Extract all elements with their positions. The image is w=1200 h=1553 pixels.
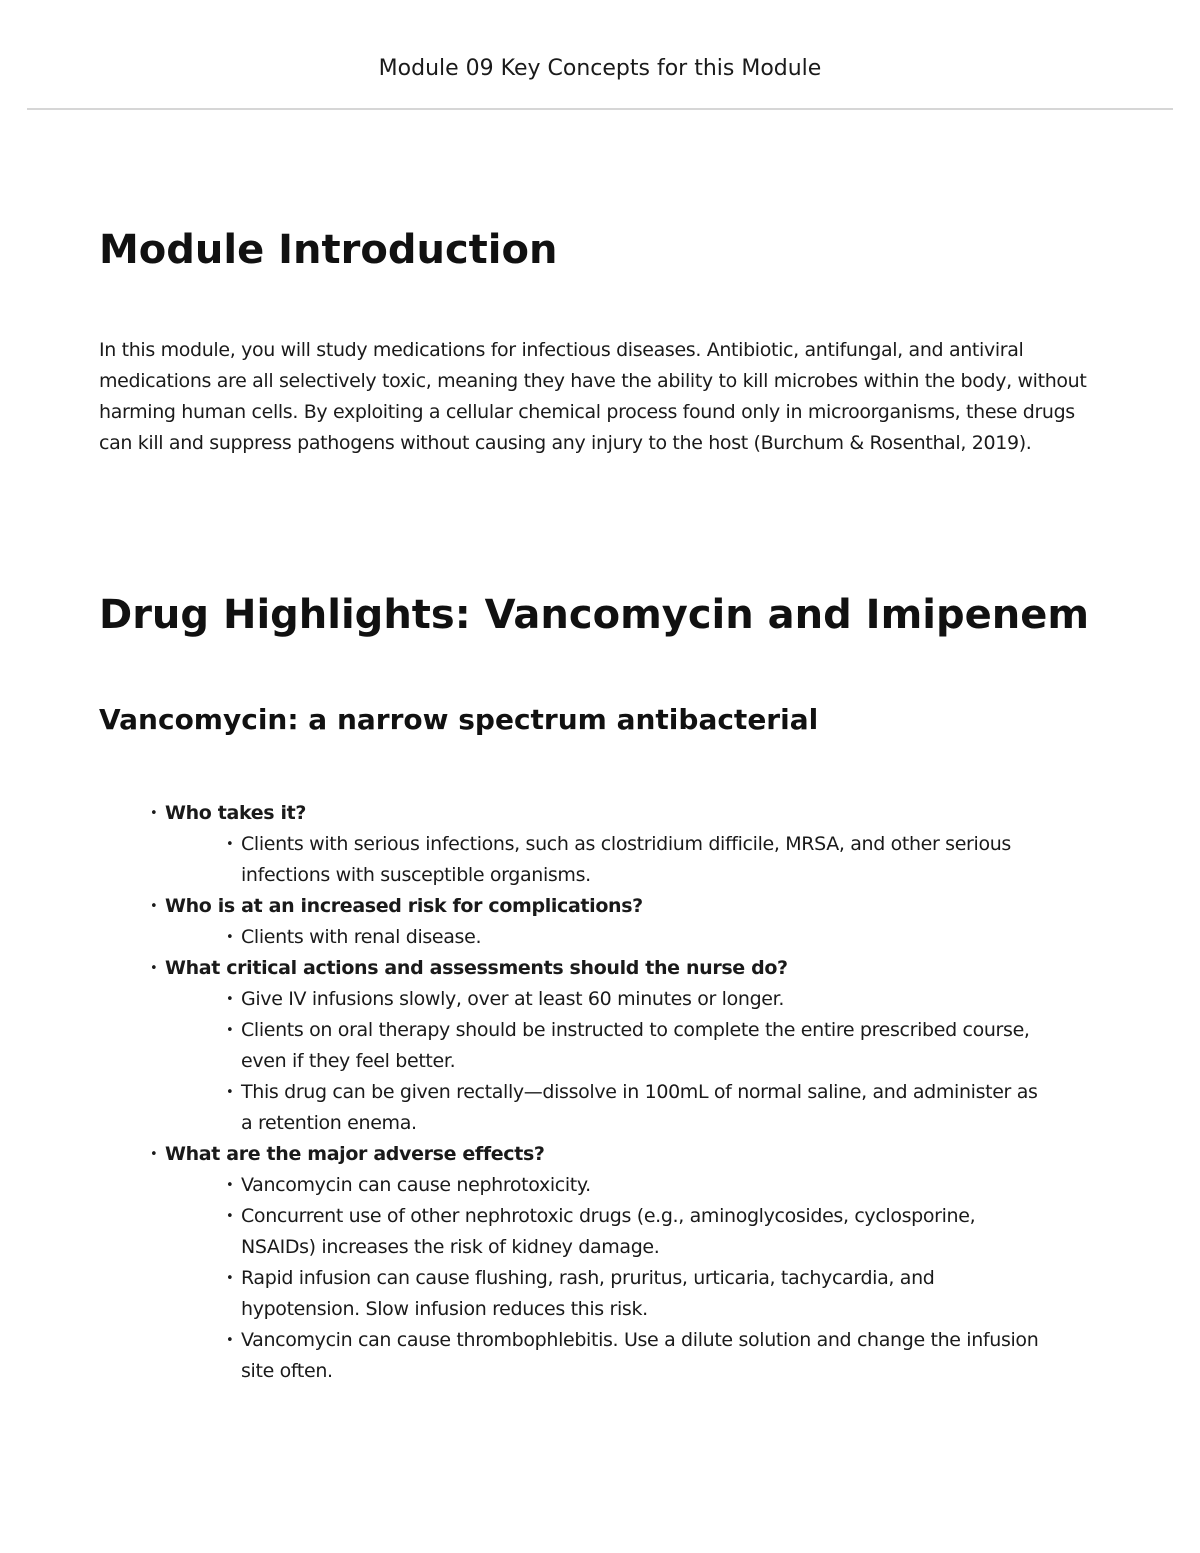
module-introduction-heading: Module Introduction	[99, 227, 558, 273]
answer-item: • Vancomycin can cause nephrotoxicity.	[226, 1170, 1041, 1201]
answer-item: • Give IV infusions slowly, over at least 60 minutes or longer.	[226, 984, 1041, 1015]
answer-item: • This drug can be given rectally—dissolve in 100mL of normal saline, and administer as a retention enema.	[226, 1077, 1041, 1139]
page-header-title: Module 09 Key Concepts for this Module	[378, 56, 822, 81]
question-item	[150, 891, 1050, 953]
answer-list	[165, 1170, 1050, 1387]
answer-item: • Rapid infusion can cause flushing, rash, pruritus, urticaria, tachycardia, and hypotension. Slow infusion reduces this risk.	[226, 1263, 1041, 1325]
header-divider	[27, 108, 1173, 110]
question-title: Who takes it?	[165, 802, 307, 824]
drug-highlights-heading: Drug Highlights: Vancomycin and Imipenem	[99, 592, 1089, 638]
vancomycin-question-list	[150, 798, 1050, 1387]
question-title: Who is at an increased risk for complications?	[165, 895, 643, 917]
vancomycin-heading: Vancomycin: a narrow spectrum antibacterial	[99, 703, 819, 736]
question-item	[150, 1139, 1050, 1387]
answer-item: • Clients with serious infections, such as clostridium difficile, MRSA, and other serious infections with susceptible organisms.	[226, 829, 1041, 891]
answer-item: • Concurrent use of other nephrotoxic drugs (e.g., aminoglycosides, cyclosporine, NSAIDs) increases the risk of kidney damage.	[226, 1201, 1041, 1263]
question-title: What critical actions and assessments should the nurse do?	[165, 957, 788, 979]
question-item	[150, 953, 1050, 1139]
question-title: What are the major adverse effects?	[165, 1143, 545, 1165]
answer-item: • Clients on oral therapy should be instructed to complete the entire prescribed course, even if they feel better.	[226, 1015, 1041, 1077]
module-introduction-paragraph: In this module, you will study medications for infectious diseases. Antibiotic, antifungal, and antiviral medications are all selectively toxic, meaning they have the ability to kill microbes within the body, without harming human cells. By exploiting a cellular chemical process found only in microorganisms, these drugs can kill and suppress pathogens without causing any injury to the host (Burchum & Rosenthal, 2019).	[99, 339, 1087, 454]
question-item	[150, 798, 1050, 891]
answer-item: • Clients with renal disease.	[226, 922, 1041, 953]
answer-list	[165, 829, 1050, 891]
answer-list	[165, 922, 1050, 953]
answer-item: • Vancomycin can cause thrombophlebitis. Use a dilute solution and change the infusion site often.	[226, 1325, 1041, 1387]
answer-list	[165, 984, 1050, 1139]
